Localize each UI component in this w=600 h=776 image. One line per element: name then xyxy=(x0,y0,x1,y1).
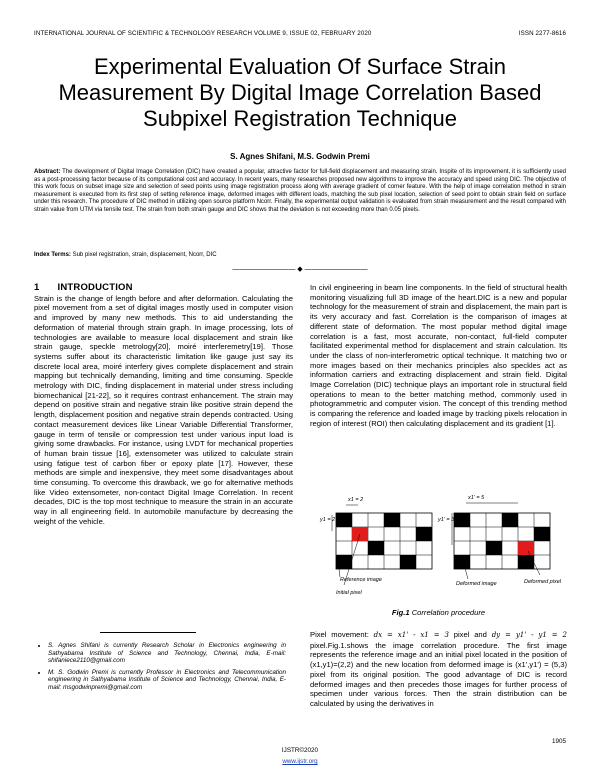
right-column xyxy=(310,283,567,429)
pixel-lead: Pixel movement: xyxy=(310,630,374,639)
pixel-mid: pixel and xyxy=(448,630,492,639)
paper-title: Experimental Evaluation Of Surface Strain Measurement By Digital Image Correlation Based Subpixel Registration Technique xyxy=(58,54,542,131)
section-heading xyxy=(34,283,293,293)
deformed-pixel-marker xyxy=(518,541,534,555)
correlation-figure xyxy=(318,491,566,603)
intro-paragraph-right: In civil engineering in beam line components. In the field of structural health monitoring visualizing full 3D image of the heart.DIC is a new and popular technology for the measurement of strain and displacement, the main part is its very accuracy and fast. Correlation is the comparison of images at different state of deformation. The most popular method digital image correlation is a fast, most accurate, non-contact, full-field computer facilitated experimental method for displacement and strain calculation. Its under the class of non-interferometric optical technique. It matching two or more images based on their mechanics principles also speckles act as information carriers and extracting displacement and strain field. Digital Image Correlation (DIC) technique plays an important role in structural field operations to mean to the better matching method, commonly used in photogrammetric and computer vision. The concept of this trending method is comparing the reference and loaded image by tracking pixels relocation in region of interest (ROI) then calculating displacement and its gradient [1]. xyxy=(310,283,567,428)
deformed-grid xyxy=(454,513,550,569)
label-y1: y1 = 2 xyxy=(320,517,336,523)
intro-paragraph-left: Strain is the change of length before and after deformation. Calculating the pixel movement from a set of digital images mostly used in computer vision and improved by many new methods. This to aid understanding the deformation of material through strain graph. In image processing, lots of technologies are available to measure local displacement and strain like strain gauge, speckle metrology[20], moiré interferemetry[19]. Those systems suffer about its characteristic limitation like gauge just say its discrete local area, moiré interfery gives complete displacement and strain mapping but technically demanding, limiting and time consuming. Speckle metrology with DIC, finding displacement in material under stress including biomechanical [21-22], so it requires contrast enhancement. The strain may depend on positive strain and negative strain like positive strain depend the length, displacement position and negative strain depends contracted. Using contact measurement devices like Linear Variable Differential Transformer, gauge in term of tensile or compression test under various input load is giving some drawbacks. For instance, using LVDT for mechanical properties of human brain tissue [16], extensometer was utilized to calculate strain using fatigue test of carbon fiber or epoxy plate [17]. However, these methods are simple and inexpensive, they meet some disadvantages about time consuming. To overcome this drawback, we go for alternative methods like Video extensometer, non-contact Digital Image Correlation. In recent decades, DIC is the top most technique to measure the strain in an accurate way in all engineering field. In automobile manufacture by decreasing the weight of the vehicle. xyxy=(34,293,293,526)
index-terms-label: Index Terms: xyxy=(34,252,71,258)
label-deformed-pixel: Deformed pixel xyxy=(524,579,561,585)
running-header xyxy=(34,30,566,37)
author-footnotes xyxy=(38,642,286,696)
left-column xyxy=(34,283,293,527)
abstract-text: The development of Digital Image Correlation (DIC) have created a popular, attractive factor for full-field displacement and measuring strain. Inspite of its improvement, it is sufficiently used as a post-processing factor because of its computational cost and accuracy. In recent years, many researches proposed new algorithms to improve the accuracy and speed using DIC. The objective of this work focus on subset image size and selection of seed points using image registration process along with average gradient of corner feature. With the help of image correlation method in strain measurement is executed from its first step of setting reference image, deformed images with different loads, matching the sub pixel location, selection of seed point to obtain strain field on surface under this research. The procedure of DIC method in utilizing open source platform Ncorr. Finally, the experimental output validation is evaluated from strain measurement and the result compared with strain value from UTM via tensile test. The strain from both strain gauge and DIC shows that the deviation is not exceeding more than 0.05 pixels. xyxy=(34,169,566,213)
pixel-movement-paragraph xyxy=(310,630,567,709)
label-deformed-image: Deformed image xyxy=(456,581,497,587)
section-divider: ————————— ◆ ————————— xyxy=(232,266,368,273)
pixel-rest: pixel.Fig.1.shows the image correlation procedure. The first image represents the reference image and an initial pixel located in the position of (x1,y1)=(2,2) and the new location from deformed image is (x1',y1') = (5,3) pixel from its original position. The good advantage of DIC is record deformed images and then precedes those images for further process of specimen under various forces. Then the strain distribution can be calculated by using the derivatives in xyxy=(310,640,567,708)
label-reference-image: Reference image xyxy=(340,577,382,583)
figure-caption-text: Correlation procedure xyxy=(409,608,486,617)
section-title: INTRODUCTION xyxy=(57,282,133,293)
footnote-item: • S. Agnes Shifani is currently Research Scholar in Electronics engineering in Sathyabama Institute of Science and Technology, Chennai, India, E-mail: shifaniece2110@gmail.com xyxy=(48,642,286,665)
equation-dy: dy = y1' - y1 = 2 xyxy=(491,631,567,639)
footnote-item: • M. S. Godwin Premi is currently Professor in Electronics and Telecommunication engineering in Sathyabama Institute of Science and Technology, Chennai, India, E-mail: msgodwinpremi@gmail.com xyxy=(48,669,286,692)
abstract xyxy=(34,169,566,214)
authors: S. Agnes Shifani, M.S. Godwin Premi xyxy=(230,152,370,161)
abstract-label: Abstract: xyxy=(34,169,61,175)
issn: ISSN 2277-8616 xyxy=(518,30,566,37)
label-initial-pixel: Initial pixel xyxy=(336,590,362,596)
label-y1-prime: y1' = 3 xyxy=(438,517,455,523)
index-terms xyxy=(34,252,566,258)
label-x1-prime: x1' = 5 xyxy=(468,495,485,501)
figure-caption-label: Fig.1 xyxy=(391,608,410,617)
reference-grid xyxy=(336,513,432,569)
index-terms-text: Sub pixel registration, strain, displacement, Ncorr, DIC xyxy=(70,252,217,258)
page-number: 1905 xyxy=(551,738,566,745)
footer-copyright: IJSTR©2020 xyxy=(281,747,319,754)
footnote-rule xyxy=(100,632,196,633)
figure-caption xyxy=(310,608,567,617)
section-number: 1 xyxy=(34,282,40,293)
journal-name: INTERNATIONAL JOURNAL OF SCIENTIFIC & TECHNOLOGY RESEARCH VOLUME 9, ISSUE 02, FEBRUARY 2020 xyxy=(34,30,372,37)
label-x1: x1 = 2 xyxy=(348,497,364,503)
equation-dx: dx = x1' - x1 = 3 xyxy=(373,631,449,639)
footer-url-link[interactable]: www.ijstr.org xyxy=(282,758,318,765)
